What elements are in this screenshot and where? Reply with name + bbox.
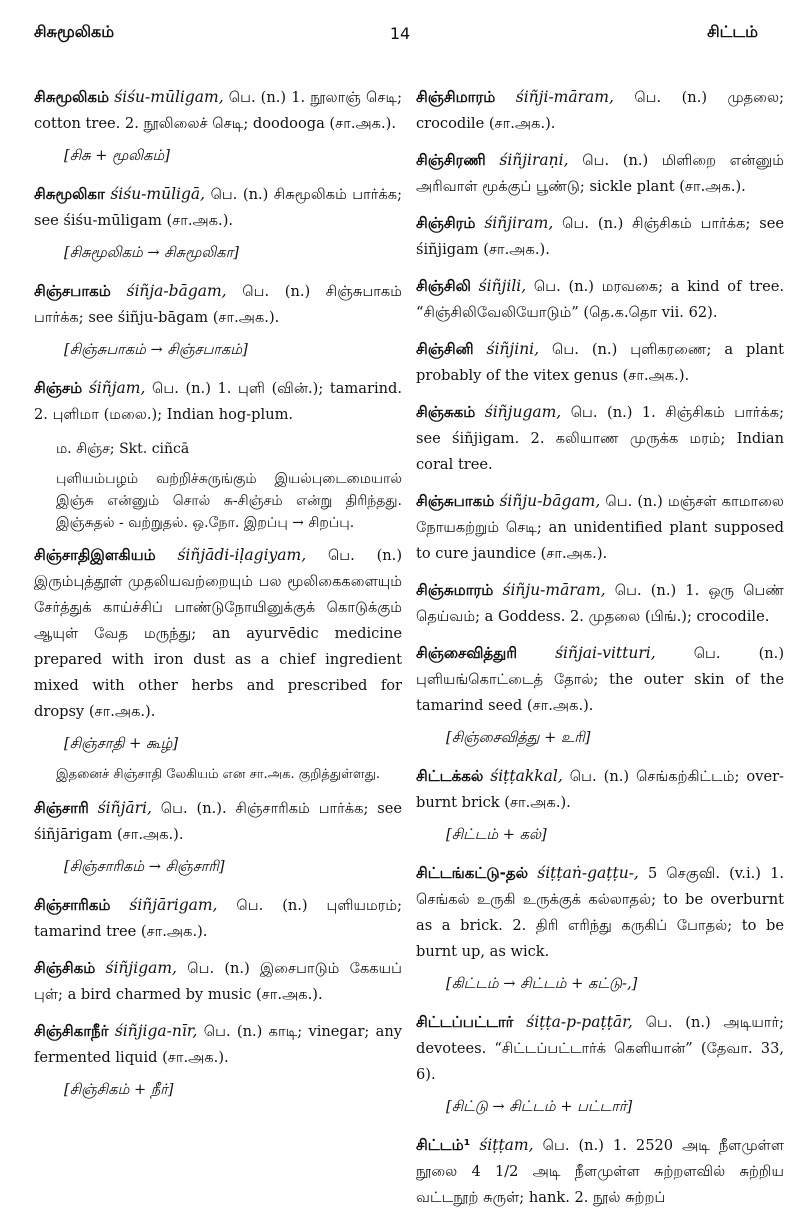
entry-etymology: [சிஞ்சாரிகம் → சிஞ்சாரி] [64,858,225,875]
entry-transliteration: śiñjāri, [97,799,152,817]
entry-headword: சிஞ்சுமாரம் [416,581,494,599]
entry-definition: 5 செகுவி. (v.i.) 1. செங்கல் உருகி உருக்குக் கல்லாதல்; to be overburnt as a brick. 2. திரி எரிந்து கருகிப் போதல்; to be burnt up, as wick. [416,865,784,960]
entry-transliteration: śiṭṭa-p-paṭṭār, [526,1013,633,1031]
entry-transliteration: śiñjugam, [484,403,562,421]
entry-transliteration: śiñja-bāgam, [126,282,227,300]
entry-note: இதனைச் சிஞ்சாதி லேகியம் என சா.அக. குறித்துள்ளது. [56,767,380,782]
dictionary-entry [416,84,784,137]
entry-etymology: [சிஞ்சைவித்து + உரி] [446,729,591,746]
entry-transliteration: śiñjādi-iḷagiyam, [177,546,307,564]
dictionary-entry [416,336,784,389]
header-last-word: சிட்டம் [707,22,758,41]
entry-headword: சிட்டக்கல் [416,767,484,785]
entry-transliteration: śiñjiram, [484,214,554,232]
entry-transliteration: śiñjiga-nīr, [114,1022,198,1040]
entry-transliteration: śiśu-mūligā, [110,185,206,203]
dictionary-entry [34,795,402,848]
dictionary-entry [34,1018,402,1071]
entry-definition: பெ. (n.) மரவகை; a kind of tree. “சிஞ்சிலிவேலியோடும்” (தெ.க.தொ vii. 62). [416,278,784,321]
entry-etymology: [சிசு + மூலிகம்] [64,147,170,164]
entry-definition: பெ. (n.) 1. புளி (வின்.); tamarind. 2. புளிமா (மலை.); Indian hog-plum. [34,380,402,423]
left-column [34,84,402,1115]
entry-cognates: ம. சிஞ்ச; Skt. ciñcā [56,441,190,457]
entry-headword: சிஞ்சாரிகம் [34,896,111,914]
page-header [0,8,800,48]
entry-definition: பெ. (n.) புளியமரம்; tamarind tree (சா.அக.). [34,897,402,940]
entry-transliteration: śiñjili, [478,277,527,295]
entry-etymology: [சிஞ்சிகம் + நீர்] [64,1081,174,1098]
entry-definition: பெ. (n.) 1. நூலாஞ் செடி; cotton tree. 2. நூலிலைச் செடி; doodooga (சா.அக.). [34,89,403,132]
entry-etymology: [சிஞ்சாதி + கூழ்] [64,735,179,752]
entry-definition: பெ. (n.) 1. ஒரு பெண் தெய்வம்; a Goddess. 2. முதலை (பிங்.); crocodile. [416,582,784,625]
entry-etymology: [சிட்டு → சிட்டம் + பட்டார்] [446,1098,633,1115]
dictionary-entry [416,488,784,567]
entry-transliteration: śiñju-māram, [502,581,606,599]
dictionary-entry [34,278,402,331]
entry-definition: பெ. (n.) 1. 2520 அடி நீளமுள்ள நூலை 4 1/2 அடி நீளமுள்ள சுற்றளவில் சுற்றிய வட்டநூற் சுருள்; hank. 2. நூல் சுற்றப் [416,1137,785,1206]
entry-definition: பெ. (n.). சிஞ்சாரிகம் பார்க்க; see śiñjārigam (சா.அக.). [34,800,403,843]
entry-headword: சிசுமூலிகா [34,185,105,203]
entry-headword: சிஞ்சிரணி [416,151,486,169]
dictionary-entry [34,181,402,234]
entry-headword: சிஞ்சிகம் [34,959,96,977]
entry-definition: பெ. (n.) இசைபாடும் கேகயப் புள்; a bird charmed by music (சா.அக.). [34,960,402,1003]
entry-etymology: [சிசுமூலிகம் → சிசுமூலிகா] [64,244,239,261]
dictionary-entry [416,763,784,816]
dictionary-entry [34,955,402,1008]
header-first-word: சிசுமூலிகம் [34,22,115,41]
entry-headword: சிஞ்சினி [416,340,474,358]
entry-definition: பெ. (n.) செங்கற்கிட்டம்; over-burnt brick (சா.அக.). [416,768,784,811]
dictionary-entry [34,375,402,428]
entry-headword: சிஞ்சாரி [34,799,89,817]
entry-definition: பெ. (n.) புளியங்கொட்டைத் தோல்; the outer skin of the tamarind seed (சா.அக.). [416,645,785,714]
entry-headword: சிட்டம்¹ [416,1136,471,1154]
dictionary-entry [416,273,784,326]
entry-transliteration: śiñjam, [88,379,146,397]
entry-headword: சிட்டப்பட்டார் [416,1013,514,1031]
dictionary-entry [416,210,784,263]
entry-definition: பெ. (n.) காடி; vinegar; any fermented liquid (சா.அக.). [34,1023,402,1066]
entry-transliteration: śiśu-mūligam, [114,88,224,106]
dictionary-entry [416,147,784,200]
entry-headword: சிஞ்சிமாரம் [416,88,496,106]
entry-transliteration: śiñjigam, [105,959,177,977]
entry-headword: சிஞ்சுகம் [416,403,476,421]
dictionary-entry [416,577,784,630]
entry-headword: சிஞ்சைவித்துரி [416,644,518,662]
entry-transliteration: śiñjai-vitturi, [555,644,656,662]
entry-etymology: [கிட்டம் → சிட்டம் + கட்டு-,] [446,975,638,992]
dictionary-entry [416,860,784,965]
entry-definition: பெ. (n.) மிளிறை என்னும் அரிவாள் மூக்குப் பூண்டு; sickle plant (சா.அக.). [416,152,785,195]
dictionary-entry [34,892,402,945]
entry-headword: சிஞ்சபாகம் [34,282,111,300]
entry-headword: சிஞ்சாதிஇளகியம் [34,546,156,564]
entry-note: புளியம்பழம் வற்றிச்சுருங்கும் இயல்புடைமையால் இஞ்சு என்னும் சொல் சு-சிஞ்சம் என்று திரிந்தது. இஞ்சுதல் - வற்றுதல். ஒ.நோ. இறப்பு → சிறப்பு. [56,471,402,531]
entry-headword: சிஞ்சுபாகம் [416,492,495,510]
dictionary-entry [416,399,784,478]
entry-transliteration: śiṭṭam, [479,1136,534,1154]
dictionary-entry [34,542,402,725]
dictionary-entry [416,1132,784,1211]
entry-definition: பெ. (n.) முதலை; crocodile (சா.அக.). [416,89,785,132]
entry-etymology: [சிட்டம் + கல்] [446,826,547,843]
right-column [416,84,784,1221]
entry-transliteration: śiñjini, [486,340,540,358]
entry-headword: சிஞ்சம் [34,379,83,397]
entry-definition: பெ. (n.) மஞ்சள் காமாலை நோயகற்றும் செடி; an unidentified plant supposed to cure jaundice (சா.அக.). [416,493,784,562]
entry-headword: சிஞ்சிரம் [416,214,476,232]
entry-definition: பெ. (n.) 1. சிஞ்சிகம் பார்க்க; see śiñjigam. 2. கலியாண முருக்க மரம்; Indian coral tree. [416,404,784,473]
page-number: 14 [389,24,411,43]
entry-transliteration: śiñju-bāgam, [499,492,601,510]
dictionary-entry [34,84,402,137]
entry-definition: பெ. (n.) புளிகரணை; a plant probably of the vitex genus (சா.அக.). [416,341,784,384]
entry-transliteration: śiñji-māram, [515,88,614,106]
entry-transliteration: śiṭṭaṅ-gaṭṭu-, [537,864,639,882]
entry-definition: பெ. (n.) இரும்புத்தூள் முதலியவற்றையும் பல மூலிகைகளையும் சேர்த்துக் காய்ச்சிப் பாண்டுநோயினுக்குக் கொடுக்கும் ஆயுள் வேத மருந்து; an ayurvēdic medicine prepared with iron dust as a chief ingredient mixed with other herbs and prescribed for dropsy (சா.அக.). [34,547,403,720]
entry-headword: சிஞ்சிலி [416,277,471,295]
entry-definition: பெ. (n.) சிசுமூலிகம் பார்க்க; see śiśu-mūligam (சா.அக.). [34,186,402,229]
entry-transliteration: śiñjiraṇi, [499,151,569,169]
entry-transliteration: śiṭṭakkal, [490,767,563,785]
entry-definition: பெ. (n.) சிஞ்சிகம் பார்க்க; see śiñjigam (சா.அக.). [416,215,785,258]
entry-headword: சிஞ்சிகாநீர் [34,1022,109,1040]
entry-headword: சிசுமூலிகம் [34,88,110,106]
entry-transliteration: śiñjārigam, [129,896,218,914]
entry-etymology: [சிஞ்சுபாகம் → சிஞ்சபாகம்] [64,341,248,358]
entry-definition: பெ. (n.) அடியார்; devotees. “சிட்டப்பட்டார்க் கெளியான்” (தேவா. 33, 6). [416,1014,784,1083]
entry-headword: சிட்டங்கட்டு-தல் [416,864,529,882]
dictionary-entry [416,1009,784,1088]
entry-definition: பெ. (n.) சிஞ்சுபாகம் பார்க்க; see śiñju-bāgam (சா.அக.). [34,283,403,326]
dictionary-entry [416,640,784,719]
